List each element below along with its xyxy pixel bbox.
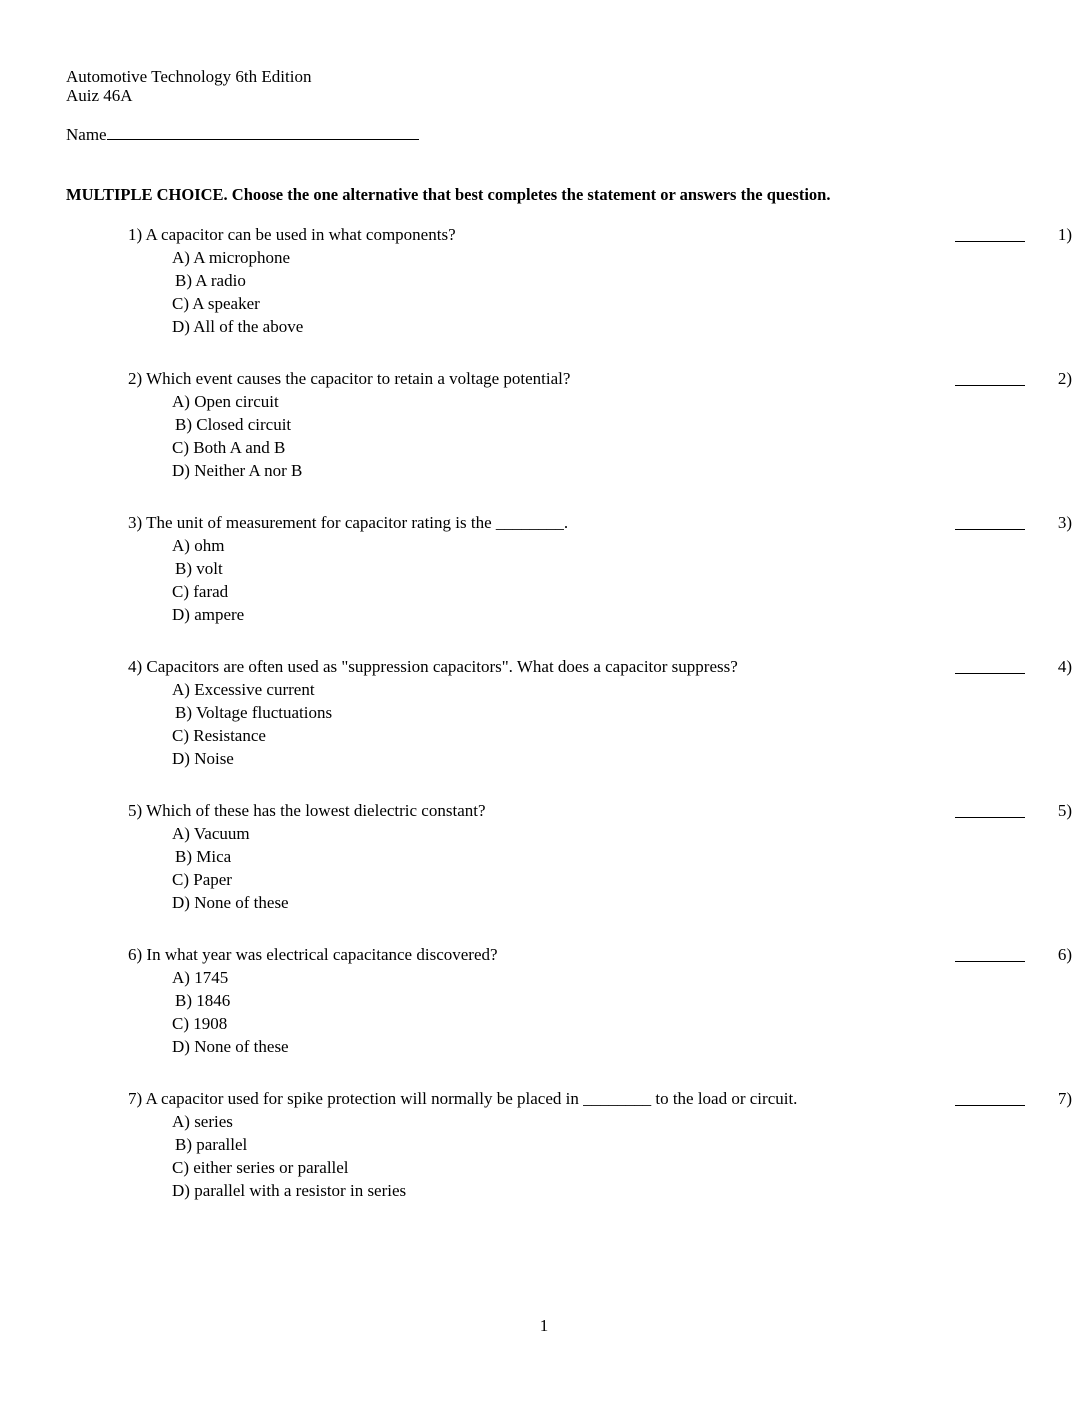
- answer-option: C) A speaker: [172, 294, 260, 313]
- answer-number: 6): [1057, 945, 1072, 964]
- answer-option: D) All of the above: [172, 317, 304, 336]
- answer-option: A) ohm: [172, 536, 225, 555]
- answer-number: 5): [1057, 801, 1072, 820]
- question-3: [128, 511, 1072, 626]
- answer-number: 3): [1057, 513, 1072, 532]
- question-7: [128, 1087, 1072, 1202]
- answer-option: D) None of these: [172, 893, 289, 912]
- question-5: [128, 799, 1072, 914]
- question-1: [128, 223, 1072, 338]
- answer-number: 1): [1057, 225, 1072, 244]
- name-label: Name: [66, 125, 107, 144]
- answer-option: C) either series or parallel: [172, 1158, 349, 1177]
- question-text: 2) Which event causes the capacitor to retain a voltage potential?: [128, 369, 571, 388]
- question-4: [128, 655, 1072, 770]
- answer-option: B) Voltage fluctuations: [175, 703, 333, 722]
- answer-option: D) Neither A nor B: [172, 461, 303, 480]
- answer-number: 2): [1057, 369, 1072, 388]
- answer-blank[interactable]: [955, 817, 1025, 818]
- question-text: 5) Which of these has the lowest dielectric constant?: [128, 801, 486, 820]
- answer-option: A) Open circuit: [172, 392, 279, 411]
- answer-option: B) 1846: [175, 991, 231, 1010]
- question-text: 4) Capacitors are often used as "suppression capacitors". What does a capacitor suppress?: [128, 657, 738, 676]
- question-2: [128, 367, 1072, 482]
- document-title: Automotive Technology 6th Edition: [66, 67, 312, 86]
- answer-option: C) 1908: [172, 1014, 228, 1033]
- answer-blank[interactable]: [955, 385, 1025, 386]
- quiz-id: Auiz 46A: [66, 86, 133, 105]
- answer-blank[interactable]: [955, 961, 1025, 962]
- answer-option: B) A radio: [175, 271, 246, 290]
- answer-option: A) Vacuum: [172, 824, 250, 843]
- answer-option: C) farad: [172, 582, 229, 601]
- answer-option: B) parallel: [175, 1135, 248, 1154]
- question-text: 1) A capacitor can be used in what components?: [128, 225, 456, 244]
- question-text: 3) The unit of measurement for capacitor rating is the ________.: [128, 513, 569, 532]
- question-text: 6) In what year was electrical capacitance discovered?: [128, 945, 498, 964]
- question-6: [128, 943, 1072, 1058]
- answer-blank[interactable]: [955, 1105, 1025, 1106]
- answer-option: A) Excessive current: [172, 680, 315, 699]
- answer-number: 4): [1057, 657, 1072, 676]
- answer-option: C) Paper: [172, 870, 232, 889]
- answer-option: D) ampere: [172, 605, 245, 624]
- answer-option: A) A microphone: [172, 248, 291, 267]
- answer-option: C) Resistance: [172, 726, 266, 745]
- answer-option: B) Closed circuit: [175, 415, 292, 434]
- answer-option: B) Mica: [175, 847, 232, 866]
- page-number: 1: [539, 1316, 549, 1335]
- answer-number: 7): [1057, 1089, 1072, 1108]
- answer-option: A) series: [172, 1112, 233, 1131]
- answer-blank[interactable]: [955, 241, 1025, 242]
- instructions: MULTIPLE CHOICE. Choose the one alternative that best completes the statement or answers the question.: [66, 185, 831, 204]
- name-blank: [107, 125, 419, 140]
- answer-option: B) volt: [175, 559, 223, 578]
- question-text: 7) A capacitor used for spike protection will normally be placed in ________ to the load or circuit.: [128, 1089, 798, 1108]
- answer-blank[interactable]: [955, 529, 1025, 530]
- answer-option: A) 1745: [172, 968, 229, 987]
- answer-option: C) Both A and B: [172, 438, 286, 457]
- answer-blank[interactable]: [955, 673, 1025, 674]
- answer-option: D) None of these: [172, 1037, 289, 1056]
- name-field: [66, 125, 419, 144]
- answer-option: D) Noise: [172, 749, 234, 768]
- answer-option: D) parallel with a resistor in series: [172, 1181, 407, 1200]
